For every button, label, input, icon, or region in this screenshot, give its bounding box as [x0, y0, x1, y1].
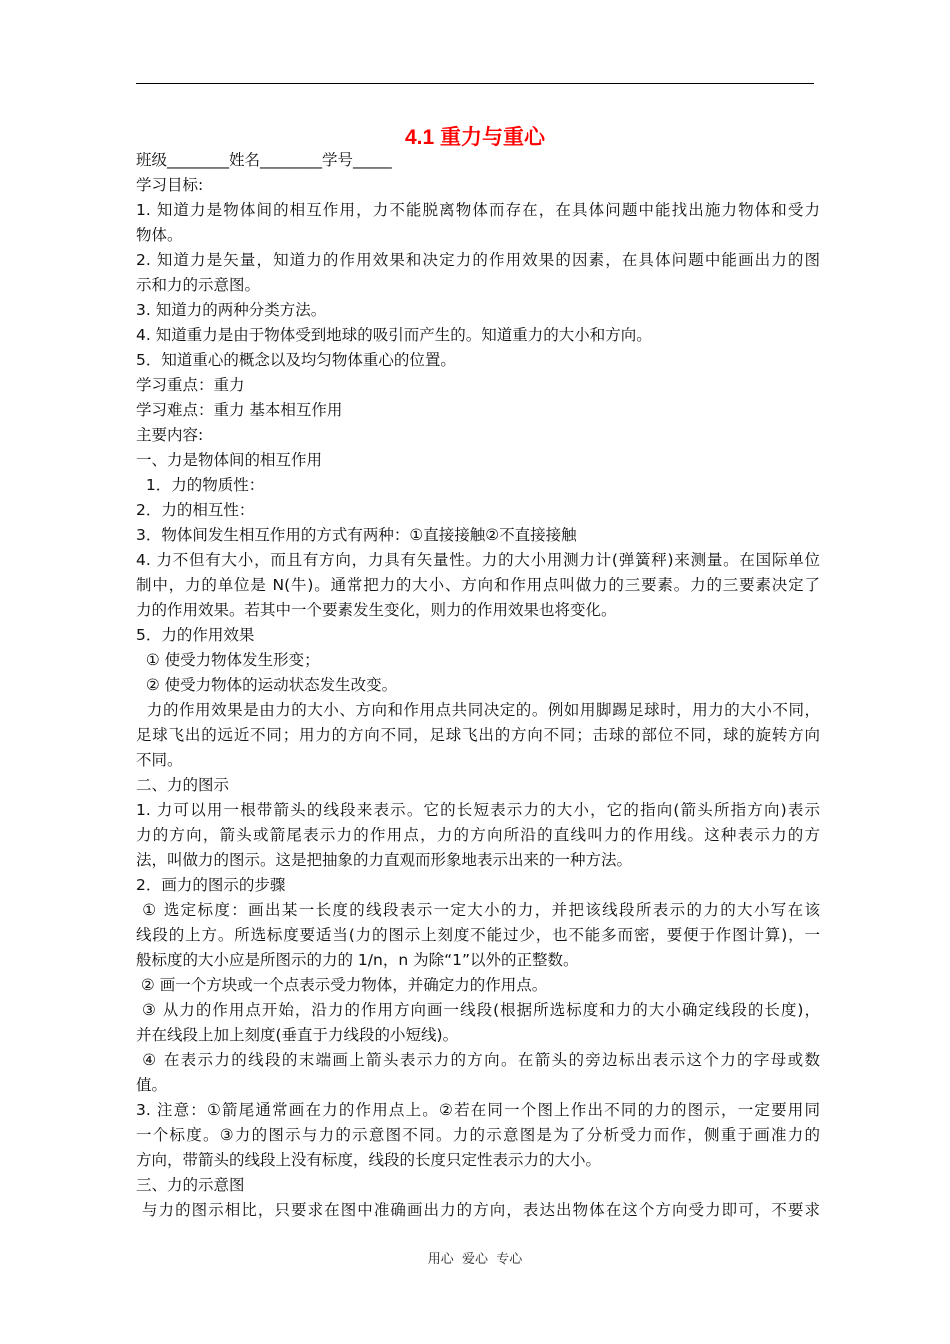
- text-line: 4. 力不但有大小，而且有方向，力具有矢量性。力的大小用测力计(弹簧秤)来测量。在国际单位: [136, 551, 820, 569]
- text-line: 并在线段上加上刻度(垂直于力线段的小短线)。: [136, 1026, 459, 1044]
- text-line: 线段的上方。所选标度要适当(力的图示上刻度不能过少，也不能多而密，要便于作图计算)，一: [136, 926, 820, 944]
- text-line: 学习难点：重力 基本相互作用: [136, 401, 343, 419]
- text-line: 力的方向，箭头或箭尾表示力的作用点，力的方向所沿的直线叫力的作用线。这种表示力的方: [136, 826, 820, 844]
- text-line: 4. 知道重力是由于物体受到地球的吸引而产生的。知道重力的大小和方向。: [136, 326, 652, 344]
- section-heading: 三、力的示意图: [136, 1176, 245, 1194]
- text-line: 值。: [136, 1076, 168, 1094]
- section-heading: 一、力是物体间的相互作用: [136, 451, 323, 469]
- class-name-id-line: 班级________姓名________学号_____: [136, 151, 392, 169]
- text-line: 2. 知道力是矢量，知道力的作用效果和决定力的作用效果的因素，在具体问题中能画出力的图: [136, 251, 820, 269]
- top-rule: [136, 83, 814, 84]
- text-line: ① 使受力物体发生形变；: [136, 651, 320, 669]
- text-line: 1．力的物质性：: [136, 476, 265, 494]
- text-line: 法，叫做力的图示。这是把抽象的力直观而形象地表示出来的一种方法。: [136, 851, 633, 869]
- text-line: 力的作用效果是由力的大小、方向和作用点共同决定的。例如用脚踢足球时，用力的大小不同，: [136, 701, 820, 719]
- text-line: 不同。: [136, 751, 183, 769]
- text-line: ② 画一个方块或一个点表示受力物体，并确定力的作用点。: [136, 976, 548, 994]
- text-line: 力的作用效果。若其中一个要素发生变化，则力的作用效果也将变化。: [136, 601, 617, 619]
- page-title: 4.1 重力与重心: [404, 126, 546, 149]
- text-line: ④ 在表示力的线段的末端画上箭头表示力的方向。在箭头的旁边标出表示这个力的字母或数: [136, 1051, 820, 1069]
- text-line: 示和力的示意图。: [136, 276, 261, 294]
- text-line: 3．物体间发生相互作用的方式有两种：①直接接触②不直接接触: [136, 526, 577, 544]
- text-line: 般标度的大小应是所图示的力的 1/n，n 为除“1”以外的正整数。: [136, 951, 579, 969]
- text-line: 一个标度。③力的图示与力的示意图不同。力的示意图是为了分析受力而作，侧重于画准力的: [136, 1126, 820, 1144]
- text-line: 足球飞出的远近不同；用力的方向不同，足球飞出的方向不同；击球的部位不同，球的旋转方向: [136, 726, 820, 744]
- text-line: ② 使受力物体的运动状态发生改变。: [136, 676, 398, 694]
- text-line: 学习重点：重力: [136, 376, 245, 394]
- text-line: 1. 知道力是物体间的相互作用，力不能脱离物体而存在，在具体问题中能找出施力物体和受力: [136, 201, 820, 219]
- text-line: 3. 知道力的两种分类方法。: [136, 301, 327, 319]
- text-line: 物体。: [136, 226, 183, 244]
- page-footer: 用心 爱心 专心: [427, 1252, 523, 1267]
- text-line: 3. 注意：①箭尾通常画在力的作用点上。②若在同一个图上作出不同的力的图示，一定要用同: [136, 1101, 820, 1119]
- text-line: 与力的图示相比，只要求在图中准确画出力的方向，表达出物体在这个方向受力即可，不要求: [136, 1201, 820, 1219]
- text-line: 1. 力可以用一根带箭头的线段来表示。它的长短表示力的大小，它的指向(箭头所指方向)表示: [136, 801, 820, 819]
- text-line: ③ 从力的作用点开始，沿力的作用方向画一线段(根据所选标度和力的大小确定线段的长度)，: [136, 1001, 820, 1019]
- text-line: 5．力的作用效果: [136, 626, 255, 644]
- text-line: 制中，力的单位是 N(牛)。通常把力的大小、方向和作用点叫做力的三要素。力的三要素决定了: [136, 576, 820, 594]
- text-line: 主要内容:: [136, 426, 204, 444]
- text-line: 方向，带箭头的线段上没有标度，线段的长度只定性表示力的大小。: [136, 1151, 602, 1169]
- text-line: 学习目标:: [136, 176, 204, 194]
- section-heading: 二、力的图示: [136, 776, 230, 794]
- text-line: ① 选定标度：画出某一长度的线段表示一定大小的力，并把该线段所表示的力的大小写在该: [136, 901, 820, 919]
- text-line: 2．力的相互性：: [136, 501, 255, 519]
- document-body: [136, 148, 820, 1223]
- text-line: 2．画力的图示的步骤: [136, 876, 286, 894]
- text-line: 5．知道重心的概念以及均匀物体重心的位置。: [136, 351, 456, 369]
